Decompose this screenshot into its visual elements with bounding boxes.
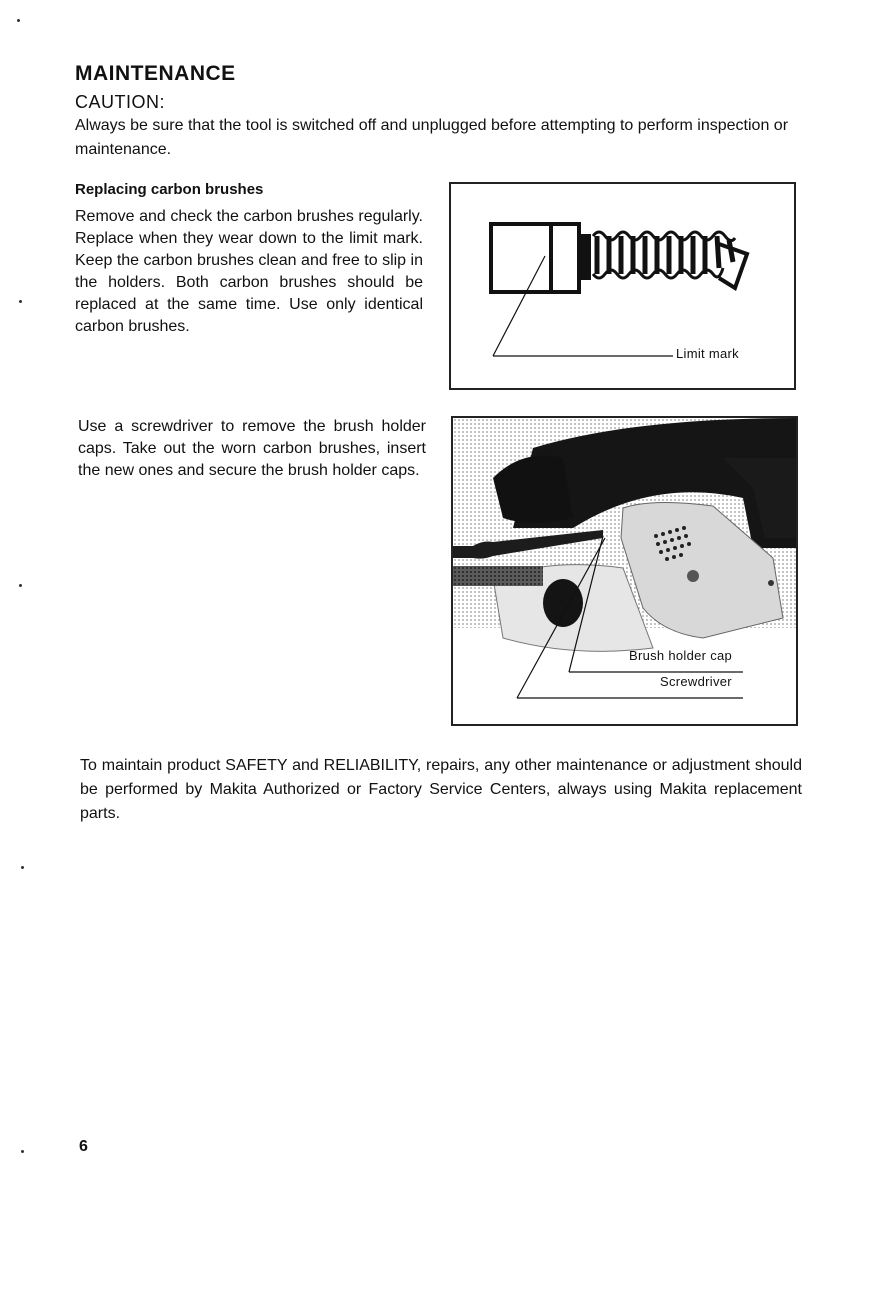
caution-heading: CAUTION: [75,92,166,112]
page-number: 6 [79,1138,88,1155]
safety-paragraph: To maintain product SAFETY and RELIABILITY, repairs, any other maintenance or adjustment should be performed by Makita Authorized or Factory Service Centers, always using Makita replacement parts. [80,757,802,822]
margin-dot [19,584,22,587]
margin-dot [19,300,22,303]
margin-dot [21,866,24,869]
page-title: MAINTENANCE [75,62,236,85]
carbon-brush-illustration [451,184,794,388]
brush-holder-photo-figure [451,416,798,726]
screwdriver-label: Screwdriver [660,674,732,689]
caution-text: Always be sure that the tool is switched off and unplugged before attempting to perform inspection or maintenance. [75,117,789,158]
brushes-paragraph: Remove and check the carbon brushes regularly. Replace when they wear down to the limit mark. Keep the carbon brushes clean and free to slip in the holders. Both carbon brushes should be replaced at the same time. Use only identical carbon brushes. [75,208,423,335]
brush-holder-cap-label: Brush holder cap [629,648,733,663]
caps-paragraph: Use a screwdriver to remove the brush holder caps. Take out the worn carbon brushes, insert the new ones and secure the brush holder caps. [78,418,426,479]
limit-mark-label: Limit mark [676,346,739,361]
carbon-brush-figure [449,182,796,390]
margin-dot [17,19,20,22]
margin-dot [21,1150,24,1153]
brushes-heading: Replacing carbon brushes [75,181,264,198]
brush-holder-photo [453,418,796,724]
